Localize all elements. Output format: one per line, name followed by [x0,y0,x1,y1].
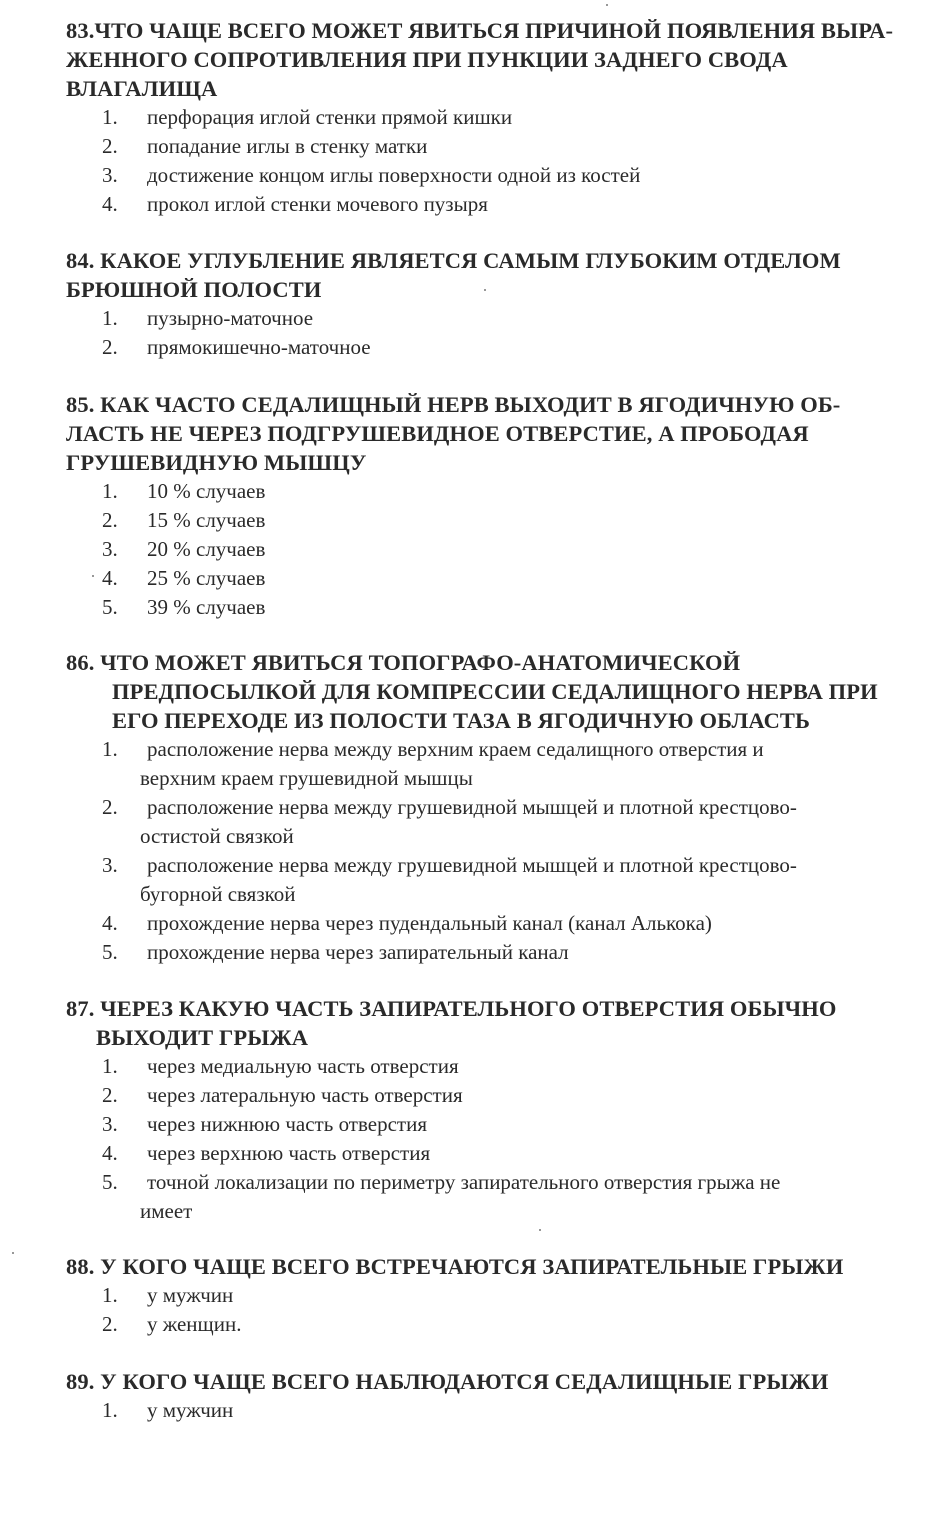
answer-option [66,477,926,506]
answer-number: 3. [102,1112,118,1136]
question-title [66,1252,926,1281]
answer-option [66,564,926,593]
answer-number: 1. [102,105,118,129]
scan-speck [539,1229,541,1231]
answer-number: 3. [102,163,118,187]
scan-speck [484,289,486,291]
answer-option [66,190,926,219]
answer-option [66,1081,926,1110]
answer-option [66,333,926,362]
question-title [66,246,926,304]
answer-option [66,909,926,938]
answer-list [66,1396,926,1425]
answer-number: 5. [102,595,118,619]
answer-option [66,1281,926,1310]
answer-text: 20 % случаев [147,537,266,561]
answer-text: пузырно-маточное [147,306,314,330]
question-88 [66,1252,926,1339]
answer-text: 15 % случаев [147,508,266,532]
question-title-line: 88. У КОГО ЧАЩЕ ВСЕГО ВСТРЕЧАЮТСЯ ЗАПИРАТЕЛЬНЫЕ ГРЫЖИ [66,1254,844,1279]
question-title-line: ЛАСТЬ НЕ ЧЕРЕЗ ПОДГРУШЕВИДНОЕ ОТВЕРСТИЕ, А ПРОБОДАЯ [66,421,809,446]
question-title-line: ВЛАГАЛИЩА [66,76,218,101]
question-title-line: ГРУШЕВИДНУЮ МЫШЦУ [66,450,367,475]
answer-text: через верхнюю часть отверстия [147,1141,431,1165]
answer-option [66,593,926,622]
answer-option [66,103,926,132]
question-title-line: 86. ЧТО МОЖЕТ ЯВИТЬСЯ ТОПОГРАФО-АНАТОМИЧЕСКОЙ [66,650,741,675]
question-83 [66,16,926,219]
answer-list [66,1052,926,1226]
answer-text: достижение концом иглы поверхности одной из костей [147,163,641,187]
answer-number: 1. [102,479,118,503]
answer-text: у мужчин [147,1398,234,1422]
answer-number: 5. [102,1170,118,1194]
question-title [66,16,926,103]
answer-option [66,735,926,793]
answer-text: прохождение нерва через пудендальный канал (канал Алькока) [147,911,712,935]
answer-option [66,535,926,564]
answer-number: 2. [102,335,118,359]
question-87 [66,994,926,1226]
answer-number: 2. [102,1083,118,1107]
answer-option [66,304,926,333]
answer-number: 5. [102,940,118,964]
question-title-line: ЕГО ПЕРЕХОДЕ ИЗ ПОЛОСТИ ТАЗА В ЯГОДИЧНУЮ ОБЛАСТЬ [112,708,811,733]
answer-text-continuation: остистой связкой [140,824,294,848]
question-86 [66,648,926,967]
answer-text: перфорация иглой стенки прямой кишки [147,105,513,129]
question-title-line: 83.ЧТО ЧАЩЕ ВСЕГО МОЖЕТ ЯВИТЬСЯ ПРИЧИНОЙ ПОЯВЛЕНИЯ ВЫРА- [66,18,894,43]
answer-option [66,506,926,535]
answer-text: прокол иглой стенки мочевого пузыря [147,192,488,216]
answer-text: через нижнюю часть отверстия [147,1112,427,1136]
scan-speck [12,1252,14,1254]
answer-text: прохождение нерва через запирательный канал [147,940,569,964]
question-title-line: 85. КАК ЧАСТО СЕДАЛИЩНЫЙ НЕРВ ВЫХОДИТ В ЯГОДИЧНУЮ ОБ- [66,392,841,417]
answer-number: 4. [102,1141,118,1165]
question-title [66,1367,926,1396]
answer-list [66,735,926,967]
answer-text-continuation: бугорной связкой [140,882,296,906]
answer-text: у женщин. [147,1312,242,1336]
question-title-line: 89. У КОГО ЧАЩЕ ВСЕГО НАБЛЮДАЮТСЯ СЕДАЛИЩНЫЕ ГРЫЖИ [66,1369,829,1394]
scan-speck [92,575,94,577]
answer-text: расположение нерва между грушевидной мышцей и плотной крестцово- [147,853,797,877]
answer-number: 1. [102,1283,118,1307]
answer-option [66,132,926,161]
answer-text: попадание иглы в стенку матки [147,134,428,158]
answer-list [66,1281,926,1339]
question-title-line: 84. КАКОЕ УГЛУБЛЕНИЕ ЯВЛЯЕТСЯ САМЫМ ГЛУБОКИМ ОТДЕЛОМ [66,248,841,273]
answer-number: 1. [102,306,118,330]
answer-number: 2. [102,1312,118,1336]
answer-text: 25 % случаев [147,566,266,590]
answer-option [66,938,926,967]
question-title-line: ПРЕДПОСЫЛКОЙ ДЛЯ КОМПРЕССИИ СЕДАЛИЩНОГО НЕРВА ПРИ [112,679,878,704]
answer-option [66,1396,926,1425]
answer-number: 2. [102,508,118,532]
question-title-line: 87. ЧЕРЕЗ КАКУЮ ЧАСТЬ ЗАПИРАТЕЛЬНОГО ОТВЕРСТИЯ ОБЫЧНО [66,996,837,1021]
answer-number: 4. [102,192,118,216]
answer-text-continuation: имеет [140,1199,193,1223]
question-84 [66,246,926,362]
question-title-line: БРЮШНОЙ ПОЛОСТИ [66,277,322,302]
question-85 [66,390,926,622]
answer-text: точной локализации по периметру запирательного отверстия грыжа не [147,1170,781,1194]
scan-speck [606,4,608,6]
answer-option [66,161,926,190]
answer-option [66,793,926,851]
answer-number: 2. [102,795,118,819]
answer-number: 4. [102,911,118,935]
answer-number: 1. [102,1398,118,1422]
answer-number: 4. [102,566,118,590]
answer-text: прямокишечно-маточное [147,335,371,359]
answer-text: 39 % случаев [147,595,266,619]
question-89 [66,1367,926,1425]
question-title-line: ЖЕННОГО СОПРОТИВЛЕНИЯ ПРИ ПУНКЦИИ ЗАДНЕГО СВОДА [66,47,788,72]
answer-text-continuation: верхним краем грушевидной мышцы [140,766,473,790]
answer-number: 3. [102,853,118,877]
answer-text: расположение нерва между верхним краем седалищного отверстия и [147,737,764,761]
answer-list [66,103,926,219]
answer-option [66,1310,926,1339]
answer-list [66,477,926,622]
answer-option [66,1168,926,1226]
answer-text: через медиальную часть отверстия [147,1054,459,1078]
answer-text: 10 % случаев [147,479,266,503]
answer-option [66,1139,926,1168]
answer-list [66,304,926,362]
answer-text: через латеральную часть отверстия [147,1083,463,1107]
answer-number: 2. [102,134,118,158]
question-title-line: ВЫХОДИТ ГРЫЖА [96,1025,309,1050]
question-title [66,390,926,477]
question-title [66,648,926,735]
answer-text: расположение нерва между грушевидной мышцей и плотной крестцово- [147,795,797,819]
answer-option [66,1052,926,1081]
answer-number: 3. [102,537,118,561]
answer-text: у мужчин [147,1283,234,1307]
answer-option [66,851,926,909]
answer-option [66,1110,926,1139]
answer-number: 1. [102,1054,118,1078]
question-title [66,994,926,1052]
answer-number: 1. [102,737,118,761]
